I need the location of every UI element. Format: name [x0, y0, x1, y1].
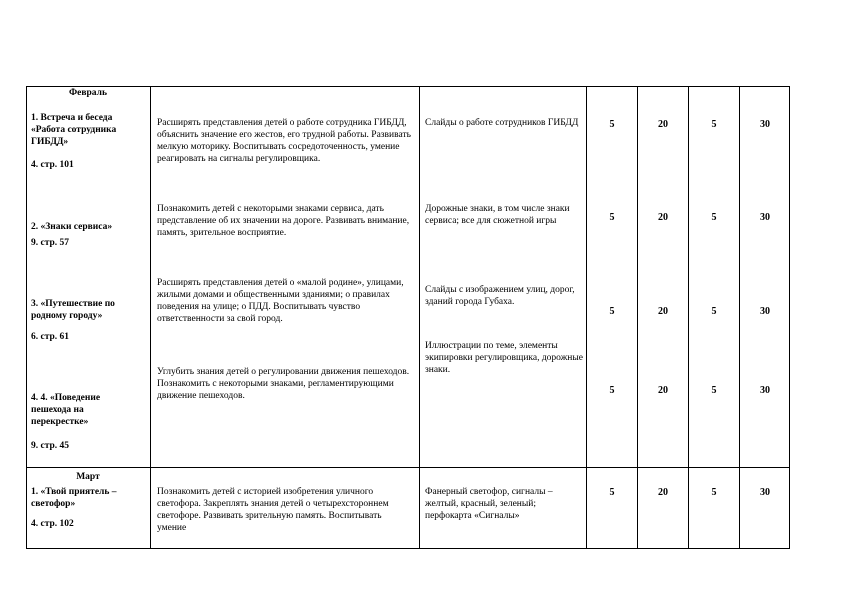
lesson-goals: Расширять представления детей о «малой родине», улицами, жилыми домами и общественными зданиями; о правилах поведения на улице; о ПДД. Воспитывать чувство ответственности за свой город. [157, 278, 404, 324]
lesson-topic: 2. «Знаки сервиса» [31, 222, 113, 232]
month-title: Март [76, 472, 100, 482]
column-divider [586, 86, 587, 549]
lesson-reference: 9. стр. 57 [31, 238, 70, 248]
lesson-materials: Слайды с изображением улиц, дорог, зданий города Губаха. [425, 285, 575, 307]
lesson-materials: Иллюстрации по теме, элементы экипировки регулировщика, дорожные знаки. [425, 341, 583, 375]
lesson-reference: 6. стр. 61 [31, 332, 70, 342]
lesson-reference: 9. стр. 45 [31, 441, 70, 451]
lesson-goals: Познакомить детей с некоторыми знаками сервиса, дать представление об их значении на дороге. Развивать внимание, память, зрительное восприятие. [157, 204, 410, 238]
hours-value: 20 [658, 212, 668, 223]
lesson-topic: 1. Встреча и беседа «Работа сотрудника ГИБДД» [31, 113, 117, 147]
hours-value: 5 [711, 385, 717, 396]
column-divider [419, 86, 420, 549]
lesson-topic: 3. «Путешествие по родному городу» [31, 299, 115, 321]
lesson-reference: 4. стр. 101 [31, 160, 74, 170]
lesson-goals: Расширять представления детей о работе сотрудника ГИБДД, объяснить значение его жестов, его трудной работы. Развивать мелкую моторику. Воспитывать сосредоточенность, умение реагировать на сигналы регулировщика. [157, 118, 411, 164]
hours-value: 5 [711, 212, 717, 223]
lesson-topic: 1. «Твой приятель – светофор» [31, 487, 117, 509]
hours-value: 30 [760, 385, 770, 396]
lesson-topic: 4. 4. «Поведение пешехода на перекрестке» [31, 393, 101, 427]
hours-value: 20 [658, 119, 668, 130]
column-divider [637, 86, 638, 549]
hours-value: 20 [658, 306, 668, 317]
hours-value: 5 [609, 487, 615, 498]
column-divider [150, 86, 151, 549]
lesson-materials: Дорожные знаки, в том числе знаки сервиса; все для сюжетной игры [425, 204, 570, 226]
hours-value: 5 [609, 385, 615, 396]
hours-value: 30 [760, 306, 770, 317]
hours-value: 30 [760, 119, 770, 130]
month-title: Февраль [69, 88, 107, 98]
lesson-materials: Фанерный светофор, сигналы – желтый, красный, зеленый; перфокарта «Сигналы» [425, 487, 553, 521]
column-divider [688, 86, 689, 549]
hours-value: 20 [658, 385, 668, 396]
hours-value: 5 [711, 306, 717, 317]
hours-value: 5 [711, 119, 717, 130]
lesson-goals: Познакомить детей с историей изобретения уличного светофора. Закреплять знания детей о четырехстороннем светофоре. Развивать зрительную память. Воспитывать умение [157, 487, 389, 533]
column-divider [739, 86, 740, 549]
hours-value: 20 [658, 487, 668, 498]
hours-value: 5 [609, 119, 615, 130]
lesson-materials: Слайды о работе сотрудников ГИБДД [425, 118, 579, 128]
hours-value: 5 [711, 487, 717, 498]
hours-value: 5 [609, 212, 615, 223]
hours-value: 30 [760, 212, 770, 223]
hours-value: 30 [760, 487, 770, 498]
lesson-goals: Углубить знания детей о регулировании движения пешеходов. Познакомить с некоторыми знаками, регламентирующими движение пешеходов. [157, 367, 410, 401]
month-divider [26, 467, 790, 468]
hours-value: 5 [609, 306, 615, 317]
lesson-reference: 4. стр. 102 [31, 519, 74, 529]
